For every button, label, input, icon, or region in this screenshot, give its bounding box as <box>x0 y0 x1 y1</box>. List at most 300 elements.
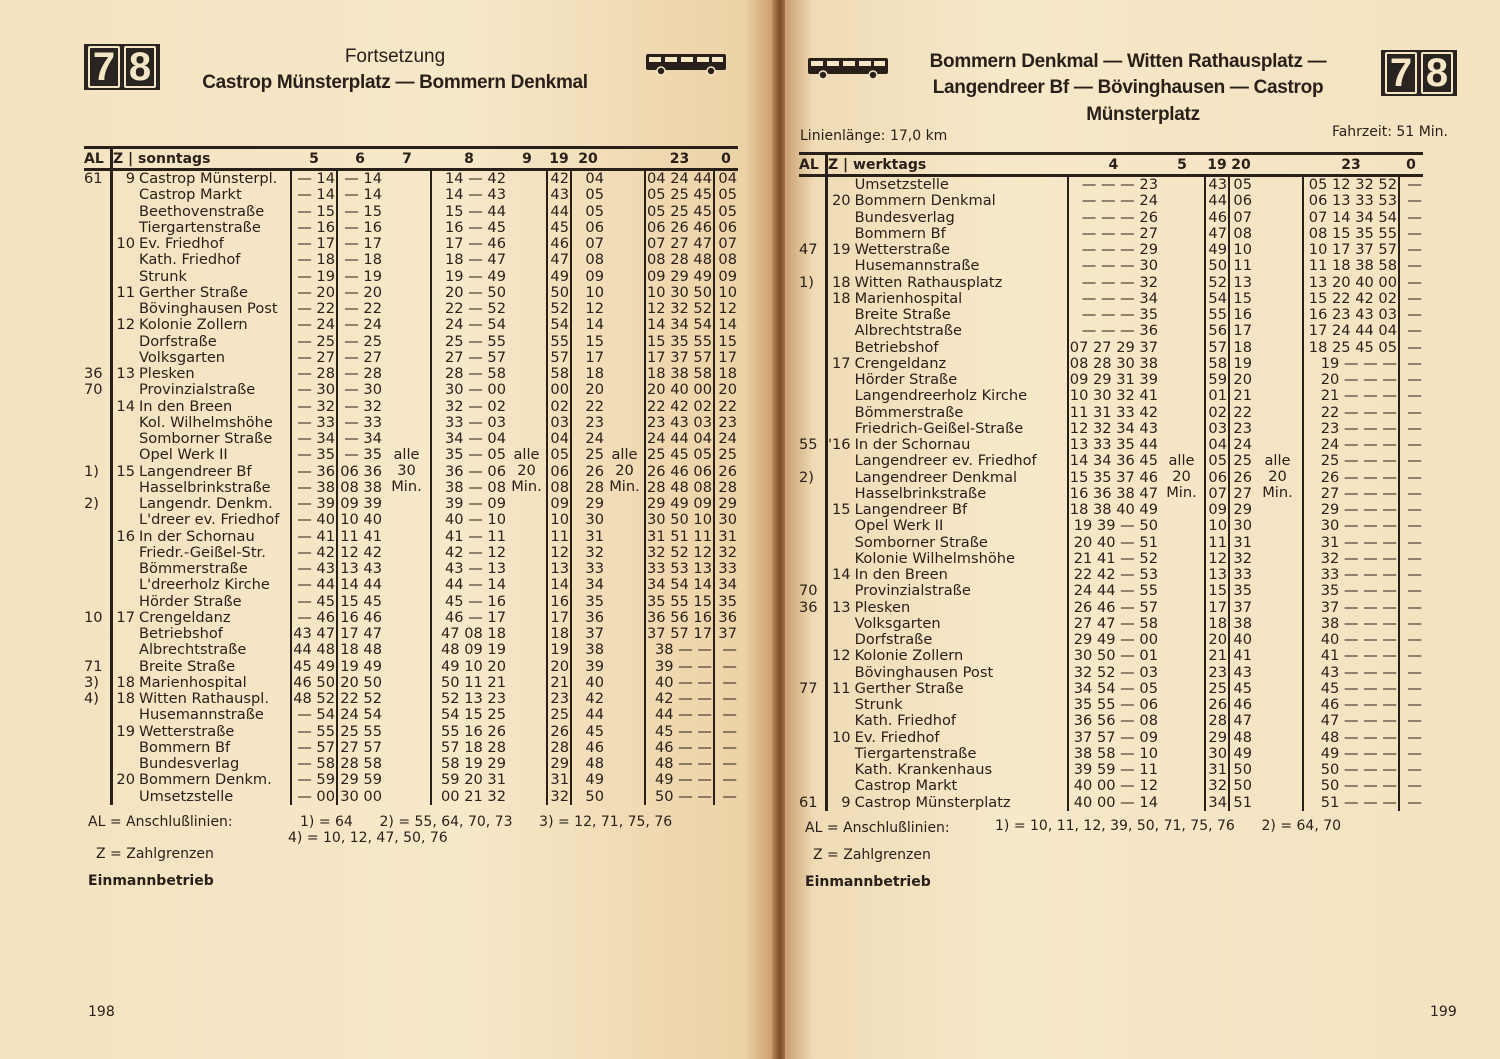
fare-zone <box>112 756 140 772</box>
departure-time: 29 59 <box>337 772 383 788</box>
connection-lines: 61 <box>799 795 827 811</box>
stop-name: Dorfstraße <box>854 631 933 648</box>
departure-time: — <box>1399 242 1423 258</box>
empty-cell <box>1159 616 1205 632</box>
empty-cell <box>507 170 547 188</box>
departure-time: 05 25 45 <box>647 202 712 220</box>
empty-cell <box>507 187 547 203</box>
interval-note-part: Min. <box>1166 484 1197 502</box>
interval-note-part: 20 <box>1172 468 1191 486</box>
empty-cell <box>605 529 645 545</box>
departure-time: — 59 <box>291 772 337 788</box>
connection-lines <box>84 626 112 642</box>
fare-zone: 10 <box>832 728 851 746</box>
fare-zone <box>827 665 855 681</box>
table-row <box>799 275 1423 291</box>
departure-time: 09 <box>1205 502 1229 518</box>
table-row <box>84 772 738 788</box>
stop-name: Umsetzstelle <box>854 176 949 193</box>
empty-cell <box>1159 746 1205 762</box>
connection-lines <box>84 447 112 463</box>
empty-cell <box>1253 323 1303 339</box>
departure-time: 58 <box>547 366 571 382</box>
interval-note-part: alle <box>1264 452 1291 470</box>
departure-time: 23 <box>714 415 738 431</box>
connection-lines <box>799 746 827 762</box>
continuation-label: Fortsetzung <box>344 46 446 67</box>
empty-cell <box>383 642 431 658</box>
departure-time: 33 — — — <box>1303 567 1399 583</box>
departure-time: 27 — 57 <box>431 350 507 366</box>
empty-cell <box>605 170 645 188</box>
empty-cell <box>383 415 431 431</box>
table-row <box>799 486 1423 502</box>
connection-lines <box>84 707 112 723</box>
departure-time: 18 <box>547 626 571 642</box>
table-row <box>799 323 1423 339</box>
departure-time: 37 — — — <box>1303 600 1399 616</box>
fare-zone <box>827 388 855 404</box>
departure-time: 16 36 38 47 <box>1069 484 1158 502</box>
stop-name: Gerther Straße <box>854 679 964 697</box>
departure-time: 20 40 00 <box>647 381 712 399</box>
connection-lines <box>84 236 112 252</box>
departure-time: 42 <box>571 691 605 707</box>
page-number: 198 <box>88 1004 115 1020</box>
departure-time: 14 <box>571 317 605 333</box>
table-row <box>84 496 738 512</box>
empty-cell <box>605 691 645 707</box>
stop-name: Langendreerholz Kirche <box>854 387 1028 405</box>
empty-cell <box>383 740 431 756</box>
empty-cell <box>1159 275 1205 291</box>
fare-zone: 15 <box>116 462 135 480</box>
departure-time: 34 <box>571 577 605 593</box>
connection-lines <box>799 535 827 551</box>
fare-zone <box>112 577 140 593</box>
departure-time: 46 <box>547 236 571 252</box>
connection-lines <box>84 529 112 545</box>
connection-lines <box>799 551 827 567</box>
departure-time: 32 <box>714 545 738 561</box>
empty-cell <box>1159 713 1205 729</box>
col-hour-4: 4 <box>1068 154 1159 176</box>
departure-time: 43 <box>1205 176 1229 194</box>
departure-time: 23 <box>571 415 605 431</box>
fare-zone <box>827 340 855 356</box>
departure-time: — — — 29 <box>1068 242 1159 258</box>
stop-name: Kolonie Zollern <box>139 316 248 334</box>
empty-cell <box>1159 210 1205 226</box>
line-length: Linienlänge: 17,0 km <box>800 128 948 144</box>
departure-time: — 43 <box>291 561 337 577</box>
departure-time: 28 <box>714 480 738 496</box>
departure-time: 58 19 29 <box>431 756 507 772</box>
stop-name: Volksgarten <box>854 614 941 632</box>
fare-zone <box>827 176 855 194</box>
stop-name: Wetterstraße <box>139 722 235 740</box>
empty-cell <box>1253 713 1303 729</box>
stop-name: Volksgarten <box>139 348 226 366</box>
departure-time: 17 37 57 <box>647 348 712 366</box>
empty-cell <box>1253 616 1303 632</box>
col-day: werktags <box>853 156 927 173</box>
departure-time: 50 <box>1229 762 1253 778</box>
stop-name: Betriebshof <box>139 625 223 642</box>
table-row <box>799 258 1423 274</box>
empty-cell <box>605 789 645 805</box>
empty-cell <box>507 496 547 512</box>
empty-cell <box>1159 307 1205 323</box>
table-row <box>799 648 1423 664</box>
stop-name: Kol. Wilhelmshöhe <box>139 413 273 431</box>
empty-cell <box>383 561 431 577</box>
col-gap <box>605 148 645 170</box>
empty-cell <box>1253 388 1303 404</box>
empty-cell <box>1253 502 1303 518</box>
departure-time: 48 — — <box>645 756 714 772</box>
departure-time: 39 <box>571 659 605 675</box>
departure-time: — <box>1399 502 1423 518</box>
departure-time: — <box>1399 730 1423 746</box>
empty-cell <box>1253 730 1303 746</box>
departure-time: 15 <box>1205 583 1229 599</box>
departure-time: 23 43 03 <box>647 413 712 431</box>
empty-cell <box>1253 681 1303 697</box>
col-gap <box>1253 154 1303 176</box>
departure-time: 20 <box>1229 372 1253 388</box>
departure-time: 48 <box>571 756 605 772</box>
table-row <box>799 372 1423 388</box>
empty-cell <box>1253 697 1303 713</box>
empty-cell <box>383 431 431 447</box>
fare-zone <box>827 307 855 323</box>
empty-cell <box>1253 210 1303 226</box>
departure-time: 06 36 <box>337 464 383 480</box>
departure-time: — <box>1399 665 1423 681</box>
empty-cell <box>1159 176 1205 194</box>
departure-time: 12 <box>547 545 571 561</box>
empty-cell <box>383 772 431 788</box>
departure-time: — <box>1399 600 1423 616</box>
departure-time: 17 — 46 <box>431 236 507 252</box>
stop-name: Ev. Friedhof <box>139 235 224 252</box>
departure-time: 08 <box>547 480 571 496</box>
empty-cell <box>507 285 547 301</box>
empty-cell <box>507 707 547 723</box>
departure-time: 22 — 52 <box>431 301 507 317</box>
departure-time: 48 09 19 <box>431 642 507 658</box>
departure-time: 18 25 45 05 <box>1303 340 1399 356</box>
departure-time: 43 <box>1229 665 1253 681</box>
timetable-body <box>799 176 1423 811</box>
empty-cell <box>605 317 645 333</box>
departure-time: 00 <box>547 382 571 398</box>
departure-time: 11 41 <box>337 529 383 545</box>
col-day: sonntags <box>138 150 211 167</box>
empty-cell <box>1159 340 1205 356</box>
fare-zone <box>112 561 140 577</box>
departure-time: — 30 <box>337 382 383 398</box>
table-row <box>799 616 1423 632</box>
col-hour-23: 23 <box>1303 154 1399 176</box>
connection-lines: 71 <box>84 659 112 675</box>
departure-time: 26 <box>571 464 605 480</box>
connection-lines <box>799 518 827 534</box>
departure-time: 06 <box>1229 193 1253 209</box>
departure-time: 00 21 32 <box>431 789 507 805</box>
departure-time: — <box>1399 340 1423 356</box>
departure-time: 19 39 — 50 <box>1068 518 1159 534</box>
departure-time: 17 24 44 04 <box>1303 323 1399 339</box>
empty-cell <box>1159 518 1205 534</box>
departure-time: — <box>714 772 738 788</box>
departure-time: — <box>1399 405 1423 421</box>
departure-time: — — — 27 <box>1068 226 1159 242</box>
table-row <box>799 600 1423 616</box>
empty-cell <box>507 415 547 431</box>
departure-time: 15 22 42 02 <box>1303 291 1399 307</box>
departure-time: — <box>1399 681 1423 697</box>
departure-time: 33 <box>571 561 605 577</box>
departure-time: 08 <box>571 252 605 268</box>
departure-time: 20 — 50 <box>431 285 507 301</box>
departure-time: 47 <box>1205 226 1229 242</box>
empty-cell <box>507 594 547 610</box>
departure-time: — 34 <box>337 431 383 447</box>
departure-time: 29 <box>571 496 605 512</box>
departure-time: 47 08 18 <box>431 626 507 642</box>
departure-time: 27 <box>1229 486 1253 502</box>
departure-time: — <box>1399 518 1423 534</box>
stop-name: Wetterstraße <box>854 241 951 258</box>
empty-cell <box>507 529 547 545</box>
empty-cell <box>1253 176 1303 194</box>
stop-name: Bundesverlag <box>139 755 240 772</box>
departure-time: — — — 24 <box>1068 193 1159 209</box>
departure-time: 07 27 29 37 <box>1069 338 1158 356</box>
departure-time: 13 <box>1229 275 1253 291</box>
departure-time: 32 — — — <box>1303 551 1399 567</box>
fare-zone <box>827 226 855 242</box>
fare-zone <box>112 512 140 528</box>
departure-time: 56 <box>1205 323 1229 339</box>
table-row <box>84 789 738 805</box>
departure-time: 25 <box>1205 681 1229 697</box>
departure-time: — <box>714 756 738 772</box>
line-number-badge <box>84 44 160 90</box>
departure-time: 25 — — — <box>1303 453 1399 469</box>
departure-time: 15 <box>571 334 605 350</box>
fare-zone <box>827 551 855 567</box>
empty-cell <box>1159 535 1205 551</box>
departure-time: 24 <box>571 431 605 447</box>
departure-time: 29 49 09 <box>647 495 712 512</box>
connection-lines <box>799 226 827 242</box>
footer-notes-line1: 1) = 64 2) = 55, 64, 70, 73 3) = 12, 71, 75, 76 <box>300 814 673 830</box>
departure-time: 45 <box>571 724 605 740</box>
departure-time: — 24 <box>291 317 337 333</box>
empty-cell <box>507 642 547 658</box>
departure-time: 29 <box>1205 730 1229 746</box>
departure-time: 17 <box>714 350 738 366</box>
departure-time: 37 <box>714 626 738 642</box>
empty-cell <box>1159 421 1205 437</box>
departure-time: 21 41 — 52 <box>1068 551 1159 567</box>
departure-time: 44 — 14 <box>431 577 507 593</box>
departure-time: 39 — 09 <box>431 496 507 512</box>
departure-time: — <box>1399 176 1423 194</box>
departure-time: 50 <box>1229 778 1253 794</box>
departure-time: — 44 <box>291 577 337 593</box>
empty-cell <box>605 610 645 626</box>
fare-zone <box>827 632 855 648</box>
route-title: Castrop Münsterplatz — Bommern Denkmal <box>202 72 588 93</box>
connection-lines <box>799 713 827 729</box>
departure-time: 06 <box>547 464 571 480</box>
departure-time: 45 <box>1229 681 1253 697</box>
interval-note-part: 20 <box>1268 468 1287 486</box>
fare-zone <box>827 616 855 632</box>
departure-time: 18 <box>1229 340 1253 356</box>
empty-cell <box>605 659 645 675</box>
stop-name: Hörder Straße <box>139 592 242 610</box>
fare-zone: 19 <box>832 241 851 258</box>
interval-note-part: 20 <box>517 462 536 480</box>
empty-cell <box>383 659 431 675</box>
departure-time: 43 — 13 <box>431 561 507 577</box>
empty-cell <box>1159 648 1205 664</box>
fare-zone <box>112 626 140 642</box>
stop-name: Strunk <box>854 696 903 713</box>
departure-time: 29 <box>547 756 571 772</box>
departure-time: 22 42 — 53 <box>1068 567 1159 583</box>
table-row <box>799 340 1423 356</box>
interval-note <box>1253 453 1303 502</box>
col-z: Z <box>828 156 839 173</box>
stop-name: Kolonie Wilhelmshöhe <box>854 549 1015 567</box>
departure-time: 33 <box>1229 567 1253 583</box>
departure-time: — 35 <box>337 447 383 463</box>
stop-name: Kath. Friedhof <box>139 251 241 269</box>
departure-time: 45 49 <box>291 659 337 675</box>
departure-time: 30 00 <box>337 789 383 805</box>
route-title-line3: Münsterplatz <box>1086 104 1200 125</box>
departure-time: 27 57 <box>337 740 383 756</box>
interval-note-part: alle <box>513 446 540 464</box>
stop-name: Beethovenstraße <box>139 202 265 220</box>
stop-name: L'dreerholz Kirche <box>139 576 270 594</box>
departure-time: 24 44 04 <box>647 430 712 447</box>
table-row <box>84 301 738 317</box>
empty-cell <box>1253 405 1303 421</box>
departure-time: 24 <box>1229 437 1253 453</box>
stop-name: Opel Werk II <box>139 446 228 464</box>
stop-name: Witten Rathausplatz <box>854 273 1003 291</box>
departure-time: 36 <box>571 610 605 626</box>
empty-cell <box>605 301 645 317</box>
connection-lines <box>799 762 827 778</box>
table-row <box>84 529 738 545</box>
departure-time: 26 <box>1205 697 1229 713</box>
departure-time: 16 <box>1229 307 1253 323</box>
departure-time: 12 32 34 43 <box>1069 419 1158 437</box>
departure-time: 31 51 11 <box>647 527 712 545</box>
empty-cell <box>507 399 547 415</box>
empty-cell <box>383 724 431 740</box>
departure-time: — — — 23 <box>1068 176 1159 194</box>
departure-time: — 32 <box>291 399 337 415</box>
empty-cell <box>383 170 431 188</box>
departure-time: — <box>1399 437 1423 453</box>
empty-cell <box>605 545 645 561</box>
departure-time: — <box>1399 275 1423 291</box>
fare-zone: 18 <box>832 289 851 307</box>
col-z-day: Z | sonntags <box>112 148 292 170</box>
departure-time: 59 20 31 <box>431 772 507 788</box>
departure-time: 45 <box>547 220 571 236</box>
stop-name: Dorfstraße <box>139 332 217 350</box>
departure-time: — 25 <box>291 334 337 350</box>
departure-time: 20 <box>571 382 605 398</box>
connection-lines <box>799 486 827 502</box>
departure-time: 25 <box>571 447 605 463</box>
departure-time: 17 <box>547 610 571 626</box>
departure-time: 16 23 43 03 <box>1303 307 1399 323</box>
departure-time: 18 — 47 <box>431 252 507 268</box>
connection-lines <box>84 285 112 301</box>
col-al: AL <box>799 154 827 176</box>
departure-time: 44 48 <box>291 642 337 658</box>
departure-time: 09 29 49 <box>647 267 712 285</box>
stop-name: Betriebshof <box>854 338 939 356</box>
departure-time: 18 38 40 49 <box>1069 501 1158 518</box>
departure-time: 49 <box>1205 242 1229 258</box>
departure-time: 09 <box>714 269 738 285</box>
empty-cell <box>383 756 431 772</box>
empty-cell <box>1159 795 1205 811</box>
stop-name: Friedrich-Geißel-Straße <box>854 419 1024 437</box>
connection-lines <box>84 301 112 317</box>
fare-zone <box>112 594 140 610</box>
empty-cell <box>605 707 645 723</box>
stop-name: Castrop Markt <box>139 186 242 204</box>
departure-time: 47 <box>1229 713 1253 729</box>
departure-time: 11 <box>1229 258 1253 274</box>
departure-time: — <box>1399 648 1423 664</box>
departure-time: 04 <box>1205 437 1229 453</box>
departure-time: 38 — — <box>645 642 714 658</box>
departure-time: — 14 <box>337 187 383 203</box>
fare-zone <box>112 204 140 220</box>
departure-time: 28 — 58 <box>431 366 507 382</box>
connection-lines <box>799 730 827 746</box>
departure-time: 33 — 03 <box>431 415 507 431</box>
departure-time: 26 46 — 57 <box>1068 600 1159 616</box>
departure-time: 24 <box>714 431 738 447</box>
empty-cell <box>605 724 645 740</box>
departure-time: — <box>1399 291 1423 307</box>
timetable-body <box>84 170 738 805</box>
departure-time: 55 <box>1205 307 1229 323</box>
departure-time: 07 <box>571 236 605 252</box>
departure-time: — 45 <box>291 594 337 610</box>
fare-zone: 20 <box>116 771 135 789</box>
stop-name: Bommern Denkmal <box>854 192 996 210</box>
stop-name: Breite Straße <box>139 657 236 675</box>
footer-operation: Einmannbetrieb <box>805 874 931 890</box>
departure-time: 55 16 26 <box>431 724 507 740</box>
